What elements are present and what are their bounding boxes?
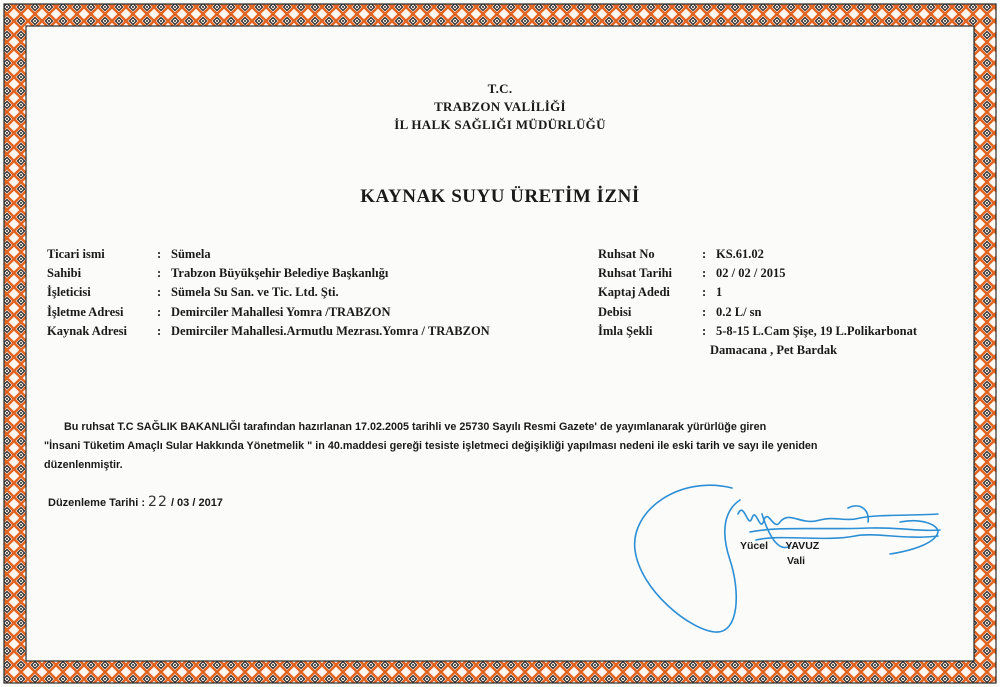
field-label: İşleticisi xyxy=(47,285,91,300)
signatory-name xyxy=(740,540,819,552)
field-value: : 5-8-15 L.Cam Şişe, 19 L.Polikarbonat xyxy=(702,323,918,338)
field-value: : KS.61.02 xyxy=(702,247,764,261)
signatory-title: Vali xyxy=(787,555,806,567)
header-line-2: TRABZON VALİLİĞİ xyxy=(434,99,566,114)
issue-date-day: 22 xyxy=(148,494,168,510)
document-title: KAYNAK SUYU ÜRETİM İZNİ xyxy=(360,186,640,207)
statement-line-2: "İnsani Tüketim Amaçlı Sular Hakkında Yönetmelik " in 40.maddesi gereği tesiste işletmeci değişikliği yapılması nedeni ile eski tarih ve sayı ile yeniden xyxy=(44,440,818,452)
field-value: : Sümela Su San. ve Tic. Ltd. Şti. xyxy=(157,285,339,300)
field-value: : 1 xyxy=(702,285,723,300)
permit-statement xyxy=(44,418,962,475)
issue-date xyxy=(48,494,223,510)
field-label: Ruhsat Tarihi xyxy=(598,266,672,281)
statement-line-1: Bu ruhsat T.C SAĞLIK BAKANLIĞI tarafından hazırlanan 17.02.2005 tarihli ve 25730 Sayılı Resmi Gazete' de yayımlanarak yürürlüğe giren xyxy=(64,421,767,433)
header-line-1: T.C. xyxy=(487,81,513,96)
signatory-first-name: Yücel xyxy=(740,540,769,552)
issue-date-label: Düzenleme Tarihi : xyxy=(48,497,145,509)
header-line-3: İL HALK SAĞLIĞI MÜDÜRLÜĞÜ xyxy=(394,117,606,132)
signatory-last-name: YAVUZ xyxy=(785,540,820,552)
field-label: Kaptaj Adedi xyxy=(598,285,670,300)
statement-line-3: düzenlenmiştir. xyxy=(44,459,123,471)
field-label: Ticari ismi xyxy=(47,247,105,261)
field-value: : 0.2 L/ sn xyxy=(702,304,762,319)
field-value: : Trabzon Büyükşehir Belediye Başkanlığı xyxy=(157,266,389,281)
field-value: : Demirciler Mahallesi.Armutlu Mezrası.Yomra / TRABZON xyxy=(157,323,490,338)
signature-scribble xyxy=(620,470,950,640)
field-label: Ruhsat No xyxy=(598,247,655,261)
field-label: Kaynak Adresi xyxy=(47,323,127,338)
field-label: Sahibi xyxy=(47,266,82,281)
field-value: : Sümela xyxy=(157,247,211,261)
field-label: İşletme Adresi xyxy=(47,304,124,319)
field-value-continuation: Damacana , Pet Bardak xyxy=(710,342,838,357)
field-label: Debisi xyxy=(598,304,632,319)
field-label: İmla Şekli xyxy=(598,323,653,338)
issue-date-rest: / 03 / 2017 xyxy=(170,497,223,509)
field-value: : Demirciler Mahallesi Yomra /TRABZON xyxy=(157,304,391,319)
field-value: : 02 / 02 / 2015 xyxy=(702,266,786,281)
issuer-header xyxy=(0,80,1000,134)
